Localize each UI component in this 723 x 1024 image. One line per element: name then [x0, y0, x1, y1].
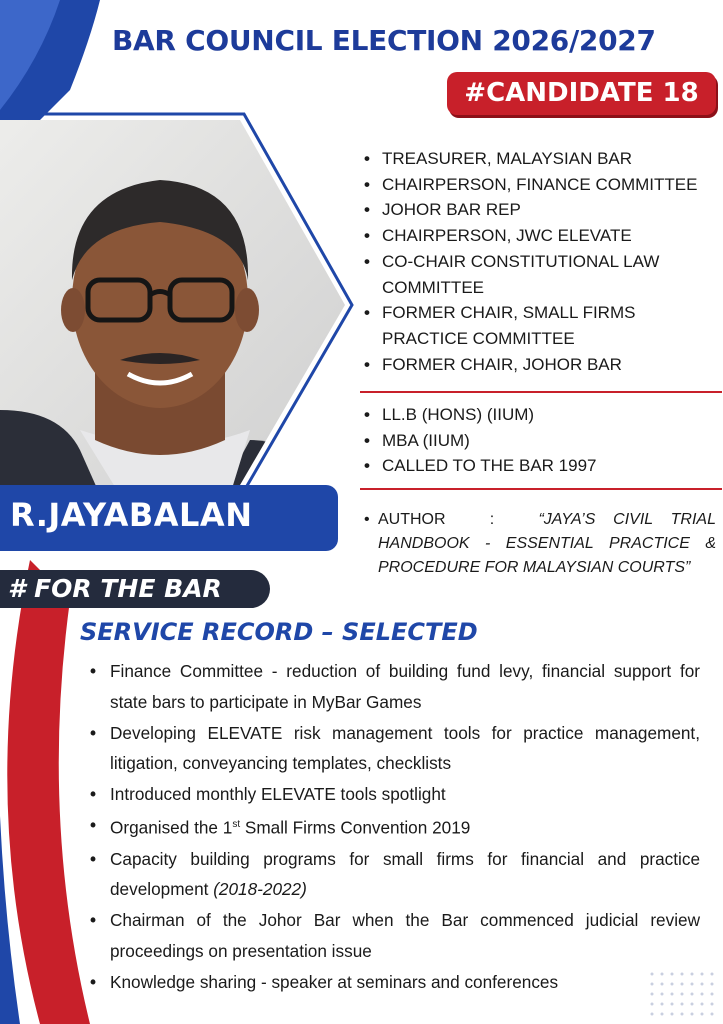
role-item: • CHAIRPERSON, FINANCE COMMITTEE	[362, 172, 722, 198]
author-separator: :	[489, 511, 495, 528]
service-item-period: (2018-2022)	[213, 879, 307, 900]
service-item-text: Small Firms Convention 2019	[240, 817, 471, 838]
qualifications-list	[362, 402, 722, 479]
qualification-item: • LL.B (HONS) (IIUM)	[362, 402, 722, 428]
section-divider	[360, 488, 722, 490]
roles-list	[362, 146, 722, 377]
candidate-tagline: # FOR THE BAR	[8, 574, 222, 603]
service-item: • Knowledge sharing - speaker at seminars and conferences	[88, 967, 700, 998]
qualification-item: • CALLED TO THE BAR 1997	[362, 453, 722, 479]
candidate-portrait	[0, 110, 360, 495]
service-item: • Introduced monthly ELEVATE tools spotlight	[88, 779, 700, 810]
qualification-item: • MBA (IIUM)	[362, 428, 722, 454]
service-item-text: Organised the 1	[110, 817, 233, 838]
role-line: FORMER CHAIR, SMALL FIRMS	[382, 303, 636, 323]
role-item	[362, 300, 722, 351]
service-item: • Finance Committee - reduction of building fund levy, financial support for state bars to participate in MyBar Games	[88, 656, 700, 718]
role-item	[362, 249, 722, 300]
book-title-line: PROCEDURE FOR MALAYSIAN COURTS”	[378, 559, 691, 576]
service-item	[88, 844, 700, 906]
author-note	[362, 508, 716, 580]
service-record-title: SERVICE RECORD – SELECTED	[80, 618, 478, 646]
author-label: • AUTHOR	[362, 508, 446, 532]
role-item: • TREASURER, MALAYSIAN BAR	[362, 146, 722, 172]
dot-pattern-decoration	[648, 970, 720, 1020]
ordinal-suffix: st	[232, 818, 241, 830]
service-item: • Developing ELEVATE risk management tools for practice management, litigation, conveyancing templates, checklists	[88, 718, 700, 780]
election-title: BAR COUNCIL ELECTION 2026/2027	[112, 24, 656, 57]
service-item	[88, 810, 700, 844]
candidate-name: R.JAYABALAN	[10, 496, 253, 534]
role-item: • CHAIRPERSON, JWC ELEVATE	[362, 223, 722, 249]
service-record-list	[88, 656, 700, 998]
left-red-swoosh	[7, 560, 90, 1024]
role-item: • JOHOR BAR REP	[362, 197, 722, 223]
role-line: CO-CHAIR CONSTITUTIONAL LAW	[382, 251, 660, 271]
book-title-line: “JAYA’S CIVIL TRIAL	[538, 511, 716, 528]
service-item-text: Capacity building programs for small firms for financial and practice development	[110, 848, 700, 900]
candidate-badge: #CANDIDATE 18	[447, 72, 716, 115]
role-line: COMMITTEE	[382, 277, 484, 297]
service-item: • Chairman of the Johor Bar when the Bar commenced judicial review proceedings on presentation issue	[88, 905, 700, 967]
role-line: PRACTICE COMMITTEE	[382, 328, 575, 348]
section-divider	[360, 391, 722, 393]
role-item: • FORMER CHAIR, JOHOR BAR	[362, 352, 722, 378]
book-title-line: HANDBOOK - ESSENTIAL PRACTICE &	[378, 535, 716, 552]
